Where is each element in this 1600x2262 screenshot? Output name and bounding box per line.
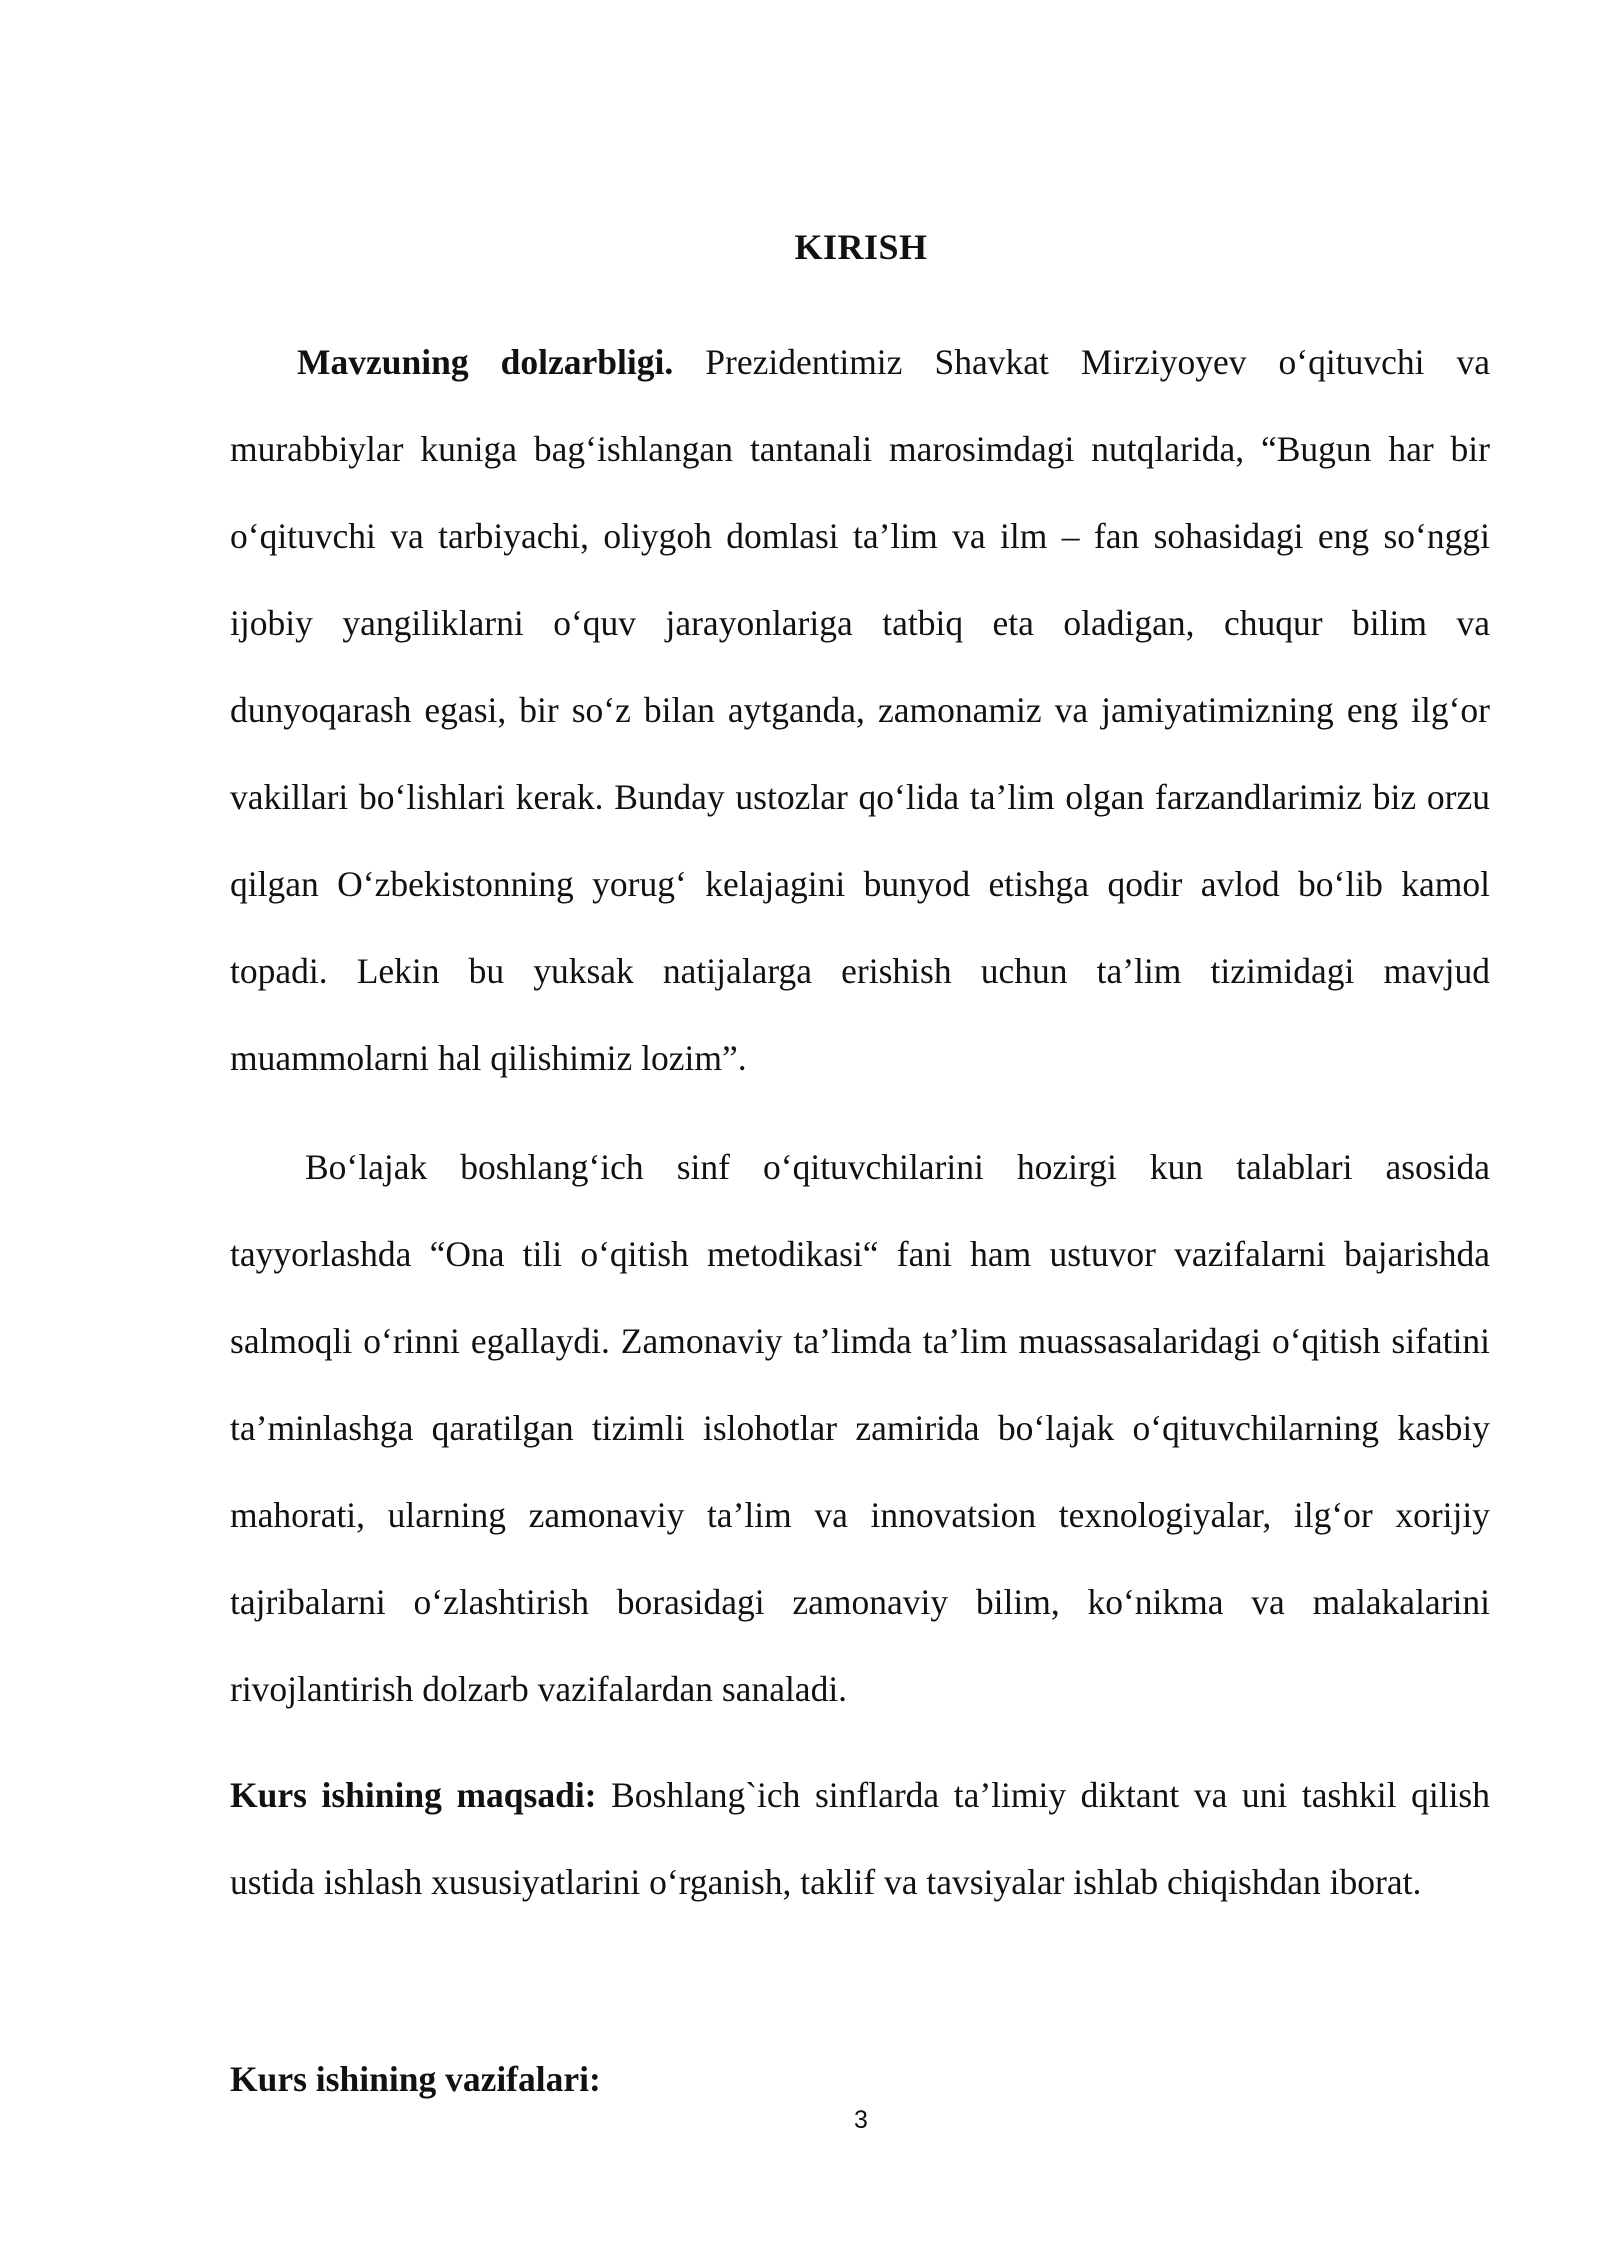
paragraph-teacher-training	[230, 1124, 1490, 1733]
paragraph-text: Boshlang`ich sinflarda ta’limiy diktant va uni tashkil qilish ustida ishlash xususiyatlarini o‘rganish, taklif va tavsiyalar ishlab chiqishdan iborat.	[230, 1775, 1490, 1902]
page-number: 3	[854, 2106, 868, 2134]
paragraph-lead: Kurs ishining vazifalari:	[230, 2059, 601, 2099]
paragraph-lead: Kurs ishining maqsadi:	[230, 1775, 597, 1815]
paragraph-text: Bo‘lajak boshlang‘ich sinf o‘qituvchilarini hozirgi kun talablari asosida tayyorlashda “Ona tili o‘qitish metodikasi“ fani ham ustuvor vazifalarni bajarishda salmoqli o‘rinni egallaydi. Zamonaviy ta’limda ta’lim muassasalaridagi o‘qitish sifatini ta’minlashga qaratilgan tizimli islohotlar zamirida bo‘lajak o‘qituvchilarning kasbiy mahorati, ularning zamonaviy ta’lim va innovatsion texnologiyalar, ilg‘or xorijiy tajribalarni o‘zlashtirish borasidagi zamonaviy bilim, ko‘nikma va malakalarini rivojlantirish dolzarb vazifalardan sanaladi.	[230, 1147, 1490, 1709]
paragraph-relevance	[230, 319, 1490, 1102]
paragraph-text: Prezidentimiz Shavkat Mirziyoyev o‘qituvchi va murabbiylar kuniga bag‘ishlangan tantanali marosimdagi nutqlarida, “Bugun har bir o‘qituvchi va tarbiyachi, oliygoh domlasi ta’lim va ilm – fan sohasidagi eng so‘nggi ijobiy yangiliklarni o‘quv jarayonlariga tatbiq eta oladigan, chuqur bilim va dunyoqarash egasi, bir so‘z bilan aytganda, zamonamiz va jamiyatimizning eng ilg‘or vakillari bo‘lishlari kerak. Bunday ustozlar qo‘lida ta’lim olgan farzandlarimiz biz orzu qilgan O‘zbekistonning yorug‘ kelajagini bunyod etishga qodir avlod bo‘lib kamol topadi. Lekin bu yuksak natijalarga erishish uchun ta’lim tizimidagi mavjud muammolarni hal qilishimiz lozim”.	[230, 342, 1491, 1078]
page-title: KIRISH	[794, 227, 928, 267]
paragraph-lead: Mavzuning dolzarbligi.	[297, 342, 674, 382]
paragraph-course-goal	[230, 1752, 1490, 1926]
